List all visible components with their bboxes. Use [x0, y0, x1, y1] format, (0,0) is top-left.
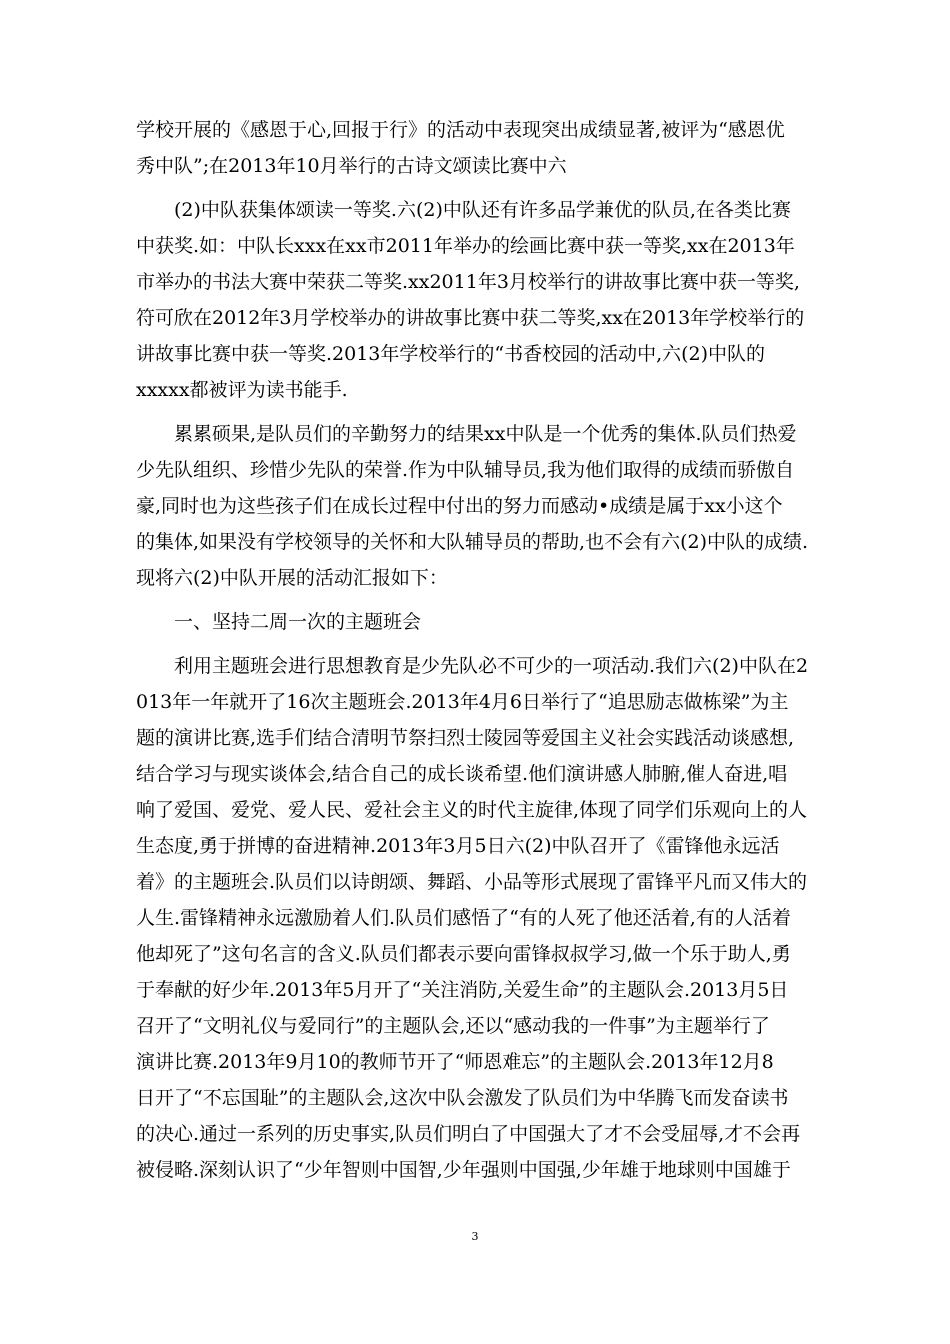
text-line: (2)中队获集体颂读一等奖.六(2)中队还有许多品学兼优的队员,在各类比赛 [174, 199, 791, 221]
text-line: 响了爱国、爱党、爱人民、爱社会主义的时代主旋律,体现了同学们乐观向上的人 [136, 799, 808, 821]
body-text [136, 112, 826, 1188]
text-line: 着》的主题班会.队员们以诗朗颂、舞蹈、小品等形式展现了雷锋平凡而又伟大的 [136, 871, 808, 893]
text-line: 召开了“文明礼仪与爱同行”的主题队会,还以“感动我的一件事”为主题举行了 [136, 1015, 770, 1037]
text-line: 生态度,勇于拼博的奋进精神.2013年3月5日六(2)中队召开了《雷锋他永远活 [136, 835, 780, 857]
text-line: 中获奖.如：中队长xxx在xx市2011年举办的绘画比赛中获一等奖,xx在2013年 [136, 235, 795, 257]
text-line: 日开了“不忘国耻”的主题队会,这次中队会激发了队员们为中华腾飞而发奋读书 [136, 1087, 789, 1109]
text-line: 的集体,如果没有学校领导的关怀和大队辅导员的帮助,也不会有六(2)中队的成绩. [136, 531, 809, 553]
text-line: 讲故事比赛中获一等奖.2013年学校举行的“书香校园的活动中,六(2)中队的 [136, 343, 766, 365]
text-line: 题的演讲比赛,选手们结合清明节祭扫烈士陵园等爱国主义社会实践活动谈感想, [136, 727, 795, 749]
text-line: 秀中队”;在2013年10月举行的古诗文颂读比赛中六 [136, 155, 567, 177]
text-line: 人生.雷锋精神永远激励着人们.队员们感悟了“有的人死了他还活着,有的人活着 [136, 907, 791, 929]
text-line: 于奉献的好少年.2013年5月开了“关注消防,关爱生命”的主题队会.2013月5日 [136, 979, 789, 1001]
text-line: 被侵略.深刻认识了“少年智则中国智,少年强则中国强,少年雄于地球则中国雄于 [136, 1159, 791, 1181]
text-line: 结合学习与现实谈体会,结合自己的成长谈希望.他们演讲感人肺腑,催人奋进,唱 [136, 763, 788, 785]
text-line: 013年一年就开了16次主题班会.2013年4月6日举行了“追思励志做栋梁”为主 [136, 691, 789, 713]
text-line: 学校开展的《感恩于心,回报于行》的活动中表现突出成绩显著,被评为“感恩优 [136, 119, 785, 141]
text-line: 累累硕果,是队员们的辛勤努力的结果xx中队是一个优秀的集体.队员们热爱 [174, 423, 797, 445]
text-line: 一、坚持二周一次的主题班会 [174, 611, 422, 633]
page-number: 3 [471, 1230, 479, 1243]
text-line: 符可欣在2012年3月学校举办的讲故事比赛中获二等奖,xx在2013年学校举行的 [136, 307, 805, 329]
text-line: 少先队组织、珍惜少先队的荣誉.作为中队辅导员,我为他们取得的成绩而骄傲自 [136, 459, 795, 481]
text-line: xxxxx都被评为读书能手. [136, 379, 348, 401]
text-line: 利用主题班会进行思想教育是少先队必不可少的一项活动.我们六(2)中队在2 [174, 655, 809, 677]
text-line: 的决心.通过一系列的历史事实,队员们明白了中国强大了才不会受屈辱,才不会再 [136, 1123, 801, 1145]
text-line: 市举办的书法大赛中荣获二等奖.xx2011年3月校举行的讲故事比赛中获一等奖, [136, 271, 800, 293]
text-line: 演讲比赛.2013年9月10的教师节开了“师恩难忘”的主题队会.2013年12月8 [136, 1051, 774, 1073]
text-line: 现将六(2)中队开展的活动汇报如下： [136, 567, 448, 589]
text-line: 豪,同时也为这些孩子们在成长过程中付出的努力而感动•成绩是属于xx小这个 [136, 495, 783, 517]
text-line: 他却死了”这句名言的含义.队员们都表示要向雷锋叔叔学习,做一个乐于助人,勇 [136, 943, 791, 965]
